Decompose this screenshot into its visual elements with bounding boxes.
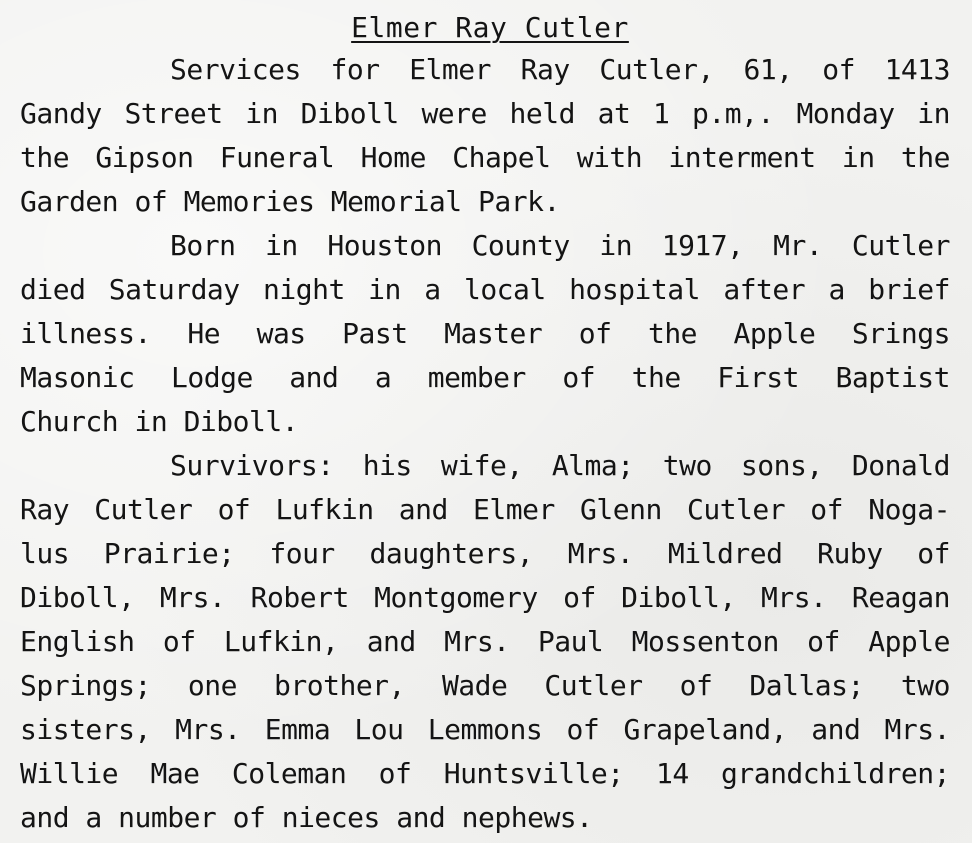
text-line: Ray Cutler of Lufkin and Elmer Glenn Cutler of Noga- xyxy=(20,493,950,526)
text-line: Gandy Street in Diboll were held at 1 p.m,. Monday in xyxy=(20,97,950,130)
text-line: English of Lufkin, and Mrs. Paul Mossenton of Apple xyxy=(20,625,950,658)
text-line: Willie Mae Coleman of Huntsville; 14 grandchildren; xyxy=(20,757,950,790)
text-line: illness. He was Past Master of the Apple Srings xyxy=(20,317,950,350)
text-line: died Saturday night in a local hospital after a brief xyxy=(20,273,950,306)
text-line: Born in Houston County in 1917, Mr. Cutler xyxy=(170,229,950,262)
text-line: Church in Diboll. xyxy=(20,405,299,438)
text-line: Springs; one brother, Wade Cutler of Dallas; two xyxy=(20,669,950,702)
text-line: Services for Elmer Ray Cutler, 61, of 1413 xyxy=(170,53,950,86)
text-line: Garden of Memories Memorial Park. xyxy=(20,185,560,218)
text-line: sisters, Mrs. Emma Lou Lemmons of Grapeland, and Mrs. xyxy=(20,713,950,746)
text-line: the Gipson Funeral Home Chapel with interment in the xyxy=(20,141,950,174)
text-line: Survivors: his wife, Alma; two sons, Donald xyxy=(170,449,950,482)
text-line: Masonic Lodge and a member of the First Baptist xyxy=(20,361,950,394)
obituary-title xyxy=(0,8,972,48)
text-line: lus Prairie; four daughters, Mrs. Mildred Ruby of xyxy=(20,537,950,570)
text-line: and a number of nieces and nephews. xyxy=(20,801,593,834)
text-line: Diboll, Mrs. Robert Montgomery of Diboll, Mrs. Reagan xyxy=(20,581,950,614)
obituary-title-text: Elmer Ray Cutler xyxy=(351,11,629,44)
